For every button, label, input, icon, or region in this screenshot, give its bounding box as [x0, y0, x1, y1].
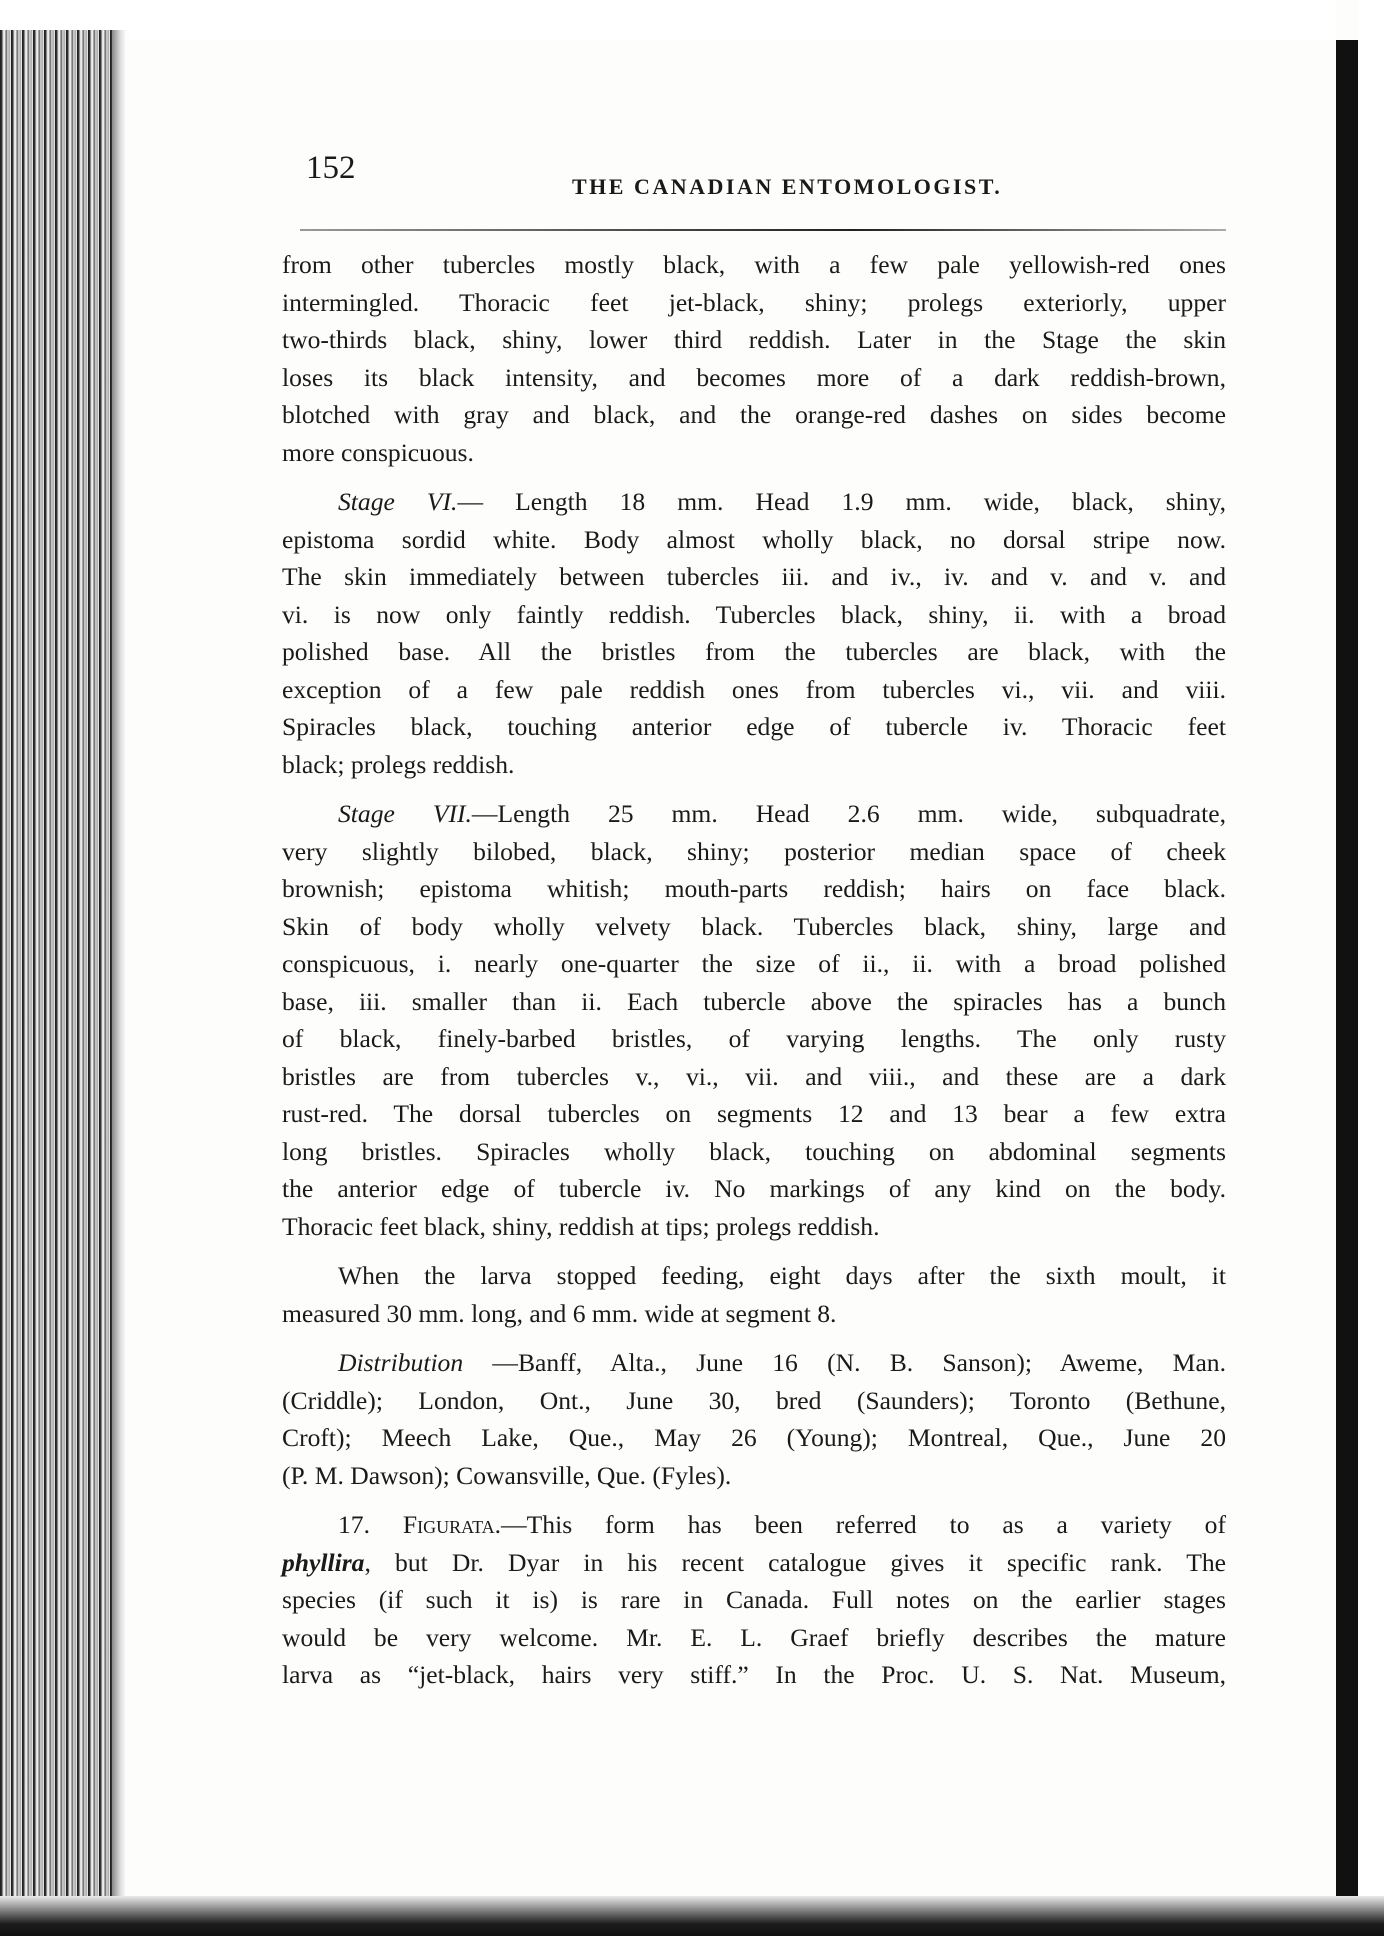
paragraph-distribution: [282, 1344, 1226, 1494]
phyllira-name: phyllira: [282, 1547, 365, 1577]
right-margin: [1358, 0, 1384, 1936]
bottom-page-edge: [0, 1896, 1384, 1936]
text-line: loses its black intensity, and becomes more of a dark reddish-brown,: [282, 362, 1226, 392]
top-left-margin: [0, 0, 130, 30]
distribution-label: Distribution: [338, 1348, 464, 1377]
text-line: (Criddle); London, Ont., June 30, bred (Saunders); Toronto (Bethune,: [282, 1385, 1226, 1415]
paragraph-1: [282, 246, 1226, 471]
text-line: vi. is now only faintly reddish. Tubercles black, shiny, ii. with a broad: [282, 599, 1226, 629]
text-line: [282, 1344, 1226, 1382]
text-line: black; prolegs reddish.: [282, 749, 515, 779]
text-line: intermingled. Thoracic feet jet-black, shiny; prolegs exteriorly, upper: [282, 287, 1226, 317]
text-line: [282, 1544, 1226, 1582]
paragraph-stage-vi: [282, 483, 1226, 783]
text-line: of black, finely-barbed bristles, of varying lengths. The only rusty: [282, 1024, 1226, 1053]
text-line: would be very welcome. Mr. E. L. Graef briefly describes the mature: [282, 1622, 1226, 1652]
text-line: species (if such it is) is rare in Canada. Full notes on the earlier stages: [282, 1585, 1226, 1614]
header-rule: [300, 229, 1226, 231]
text-line: Skin of body wholly velvety black. Tubercles black, shiny, large and: [282, 911, 1226, 941]
text-line: conspicuous, i. nearly one-quarter the size of ii., ii. with a broad polished: [282, 949, 1226, 978]
top-margin: [130, 0, 1336, 40]
figurata-first-line: .—This form has been referred to as a variety of: [494, 1510, 1226, 1539]
text-line: [282, 483, 1226, 521]
paragraph-figurata: [282, 1506, 1226, 1694]
text-line: two-thirds black, shiny, lower third reddish. Later in the Stage the skin: [282, 325, 1226, 354]
paragraph-moult: [282, 1257, 1226, 1332]
text-line: bristles are from tubercles v., vi., vii. and viii., and these are a dark: [282, 1061, 1226, 1091]
page-number: 152: [306, 150, 356, 186]
text-line: Thoracic feet black, shiny, reddish at tips; prolegs reddish.: [282, 1211, 880, 1241]
text-line: larva as “jet-black, hairs very stiff.” In the Proc. U. S. Nat. Museum,: [282, 1660, 1226, 1689]
text-line: blotched with gray and black, and the orange-red dashes on sides become: [282, 400, 1226, 429]
stage-vii-first-line: —Length 25 mm. Head 2.6 mm. wide, subquadrate,: [471, 799, 1226, 828]
distribution-first-line: —Banff, Alta., June 16 (N. B. Sanson); Aweme, Man.: [463, 1348, 1226, 1377]
text-line: The skin immediately between tubercles iii. and iv., iv. and v. and v. and: [282, 562, 1226, 591]
text-line: [282, 795, 1226, 833]
text-line: When the larva stopped feeding, eight days after the sixth moult, it: [338, 1261, 1226, 1290]
text-line: from other tubercles mostly black, with a few pale yellowish-red ones: [282, 250, 1226, 279]
text-line: long bristles. Spiracles wholly black, touching on abdominal segments: [282, 1136, 1226, 1166]
binding-shadow: [112, 0, 126, 1936]
right-page-edge: [1336, 40, 1358, 1936]
figurata-second-line: , but Dr. Dyar in his recent catalogue gives it specific rank. The: [364, 1547, 1226, 1577]
stage-vii-label: Stage VII.: [338, 799, 472, 828]
species-name: Figurata: [402, 1510, 495, 1539]
text-line: measured 30 mm. long, and 6 mm. wide at segment 8.: [282, 1298, 837, 1328]
text-line: polished base. All the bristles from the tubercles are black, with the: [282, 637, 1226, 666]
text-line: base, iii. smaller than ii. Each tubercle above the spiracles has a bunch: [282, 986, 1226, 1016]
body-text: [282, 246, 1226, 1706]
paragraph-stage-vii: [282, 795, 1226, 1245]
stage-vi-label: Stage VI.: [338, 487, 458, 516]
text-line: very slightly bilobed, black, shiny; posterior median space of cheek: [282, 836, 1226, 866]
text-line: more conspicuous.: [282, 437, 474, 467]
text-line: Spiracles black, touching anterior edge of tubercle iv. Thoracic feet: [282, 712, 1226, 741]
text-line: [282, 1506, 1226, 1544]
text-line: rust-red. The dorsal tubercles on segments 12 and 13 bear a few extra: [282, 1099, 1226, 1128]
binding-edge: [0, 0, 120, 1936]
text-line: (P. M. Dawson); Cowansville, Que. (Fyles).: [282, 1460, 732, 1490]
text-line: brownish; epistoma whitish; mouth-parts reddish; hairs on face black.: [282, 874, 1226, 903]
text-line: epistoma sordid white. Body almost wholly black, no dorsal stripe now.: [282, 524, 1226, 554]
running-head: THE CANADIAN ENTOMOLOGIST.: [572, 174, 1003, 199]
stage-vi-first-line: — Length 18 mm. Head 1.9 mm. wide, black, shiny,: [457, 487, 1226, 516]
text-line: Croft); Meech Lake, Que., May 26 (Young); Montreal, Que., June 20: [282, 1423, 1226, 1452]
text-line: the anterior edge of tubercle iv. No markings of any kind on the body.: [282, 1174, 1226, 1203]
species-number: 17.: [338, 1510, 370, 1539]
text-line: exception of a few pale reddish ones from tubercles vi., vii. and viii.: [282, 674, 1226, 704]
